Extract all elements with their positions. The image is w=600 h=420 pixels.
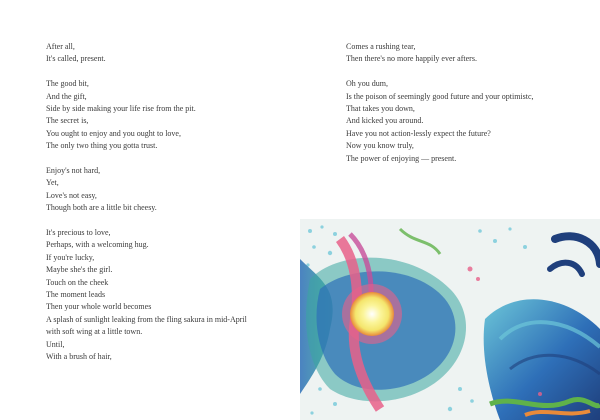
poem-line: The moment leads <box>46 290 106 300</box>
poem-line: The secret is, <box>46 116 89 126</box>
poem-line: Oh you dum, <box>346 79 388 89</box>
poem-line: Then your whole world becomes <box>46 302 152 312</box>
poem-line: Enjoy's not hard, <box>46 166 101 176</box>
poem-line: The only two thing you gotta trust. <box>46 141 158 151</box>
painting-icon <box>300 219 600 420</box>
poem-left-column <box>46 41 296 376</box>
poem-line: If you're lucky, <box>46 252 95 262</box>
poem-line: Side by side making your life rise from the pit. <box>46 104 196 114</box>
poem-line: Comes a rushing tear, <box>346 42 416 51</box>
poem-line: The power of enjoying — present. <box>346 153 457 163</box>
poem-line: With a brush of hair, <box>46 352 112 362</box>
poem-line: The good bit, <box>46 79 89 89</box>
poem-line: Though both are a little bit cheesy. <box>46 203 157 213</box>
poem-line: And kicked you around. <box>346 116 424 126</box>
poem-line: Have you not action-lessly expect the future? <box>346 128 491 138</box>
poem-line: It's precious to love, <box>46 228 111 238</box>
poem-line: It's called, present. <box>46 54 106 64</box>
stanza <box>346 78 596 165</box>
poem-line: Touch on the cheek <box>46 277 109 287</box>
poem-line: Until, <box>46 339 65 349</box>
poem-line: Perhaps, with a welcoming hug. <box>46 240 149 250</box>
stanza <box>46 227 296 363</box>
poem-line: You ought to enjoy and you ought to love, <box>46 128 181 138</box>
poem-line: Love's not easy, <box>46 190 97 200</box>
stanza <box>46 78 296 152</box>
poem-right-column <box>346 41 596 177</box>
poem-line: with soft wing at a little town. <box>46 327 143 337</box>
poem-line: Is the poison of seemingly good future and your optimistc, <box>346 91 534 101</box>
poem-line: Then there's no more happily ever afters. <box>346 54 477 64</box>
poem-line: After all, <box>46 42 75 51</box>
stanza <box>46 41 296 66</box>
poem-line: That takes you down, <box>346 104 415 114</box>
stanza <box>346 41 596 66</box>
poem-line: Now you know truly, <box>346 141 414 151</box>
poem-line: And the gift, <box>46 91 87 101</box>
stanza <box>46 165 296 215</box>
poem-line: Maybe she's the girl. <box>46 265 113 275</box>
sun-orb <box>350 292 394 336</box>
poem-line: Yet, <box>46 178 59 188</box>
crayon-painting-illustration <box>300 219 600 420</box>
poem-line: A splash of sunlight leaking from the fling sakura in mid-April <box>46 314 247 324</box>
